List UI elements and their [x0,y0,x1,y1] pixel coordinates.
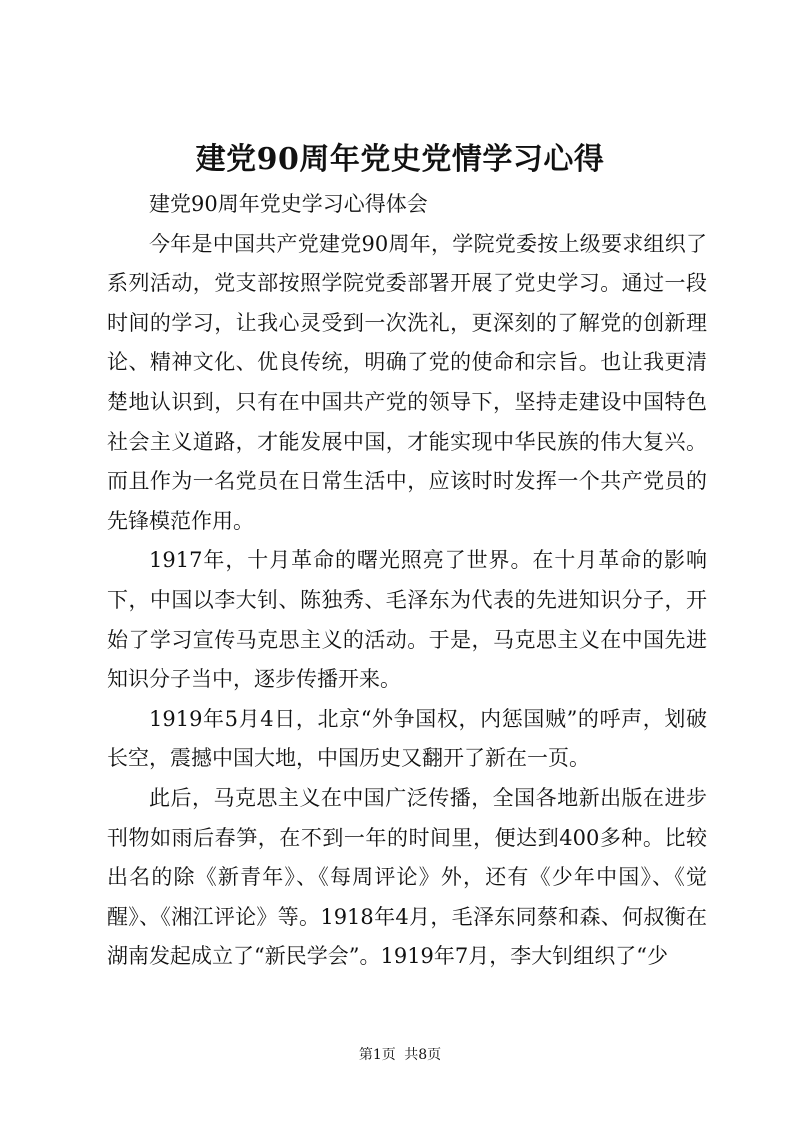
page-title: 建党90周年党史党情学习心得 [195,142,605,177]
page-total: 共8页 [404,1047,442,1063]
body-paragraph: 1919年5月4日，北京“外争国权，内惩国贼”的呼声，划破长空，震撼中国大地，中国历史又翻开了新在一页。 [107,706,707,771]
document-body [107,185,707,977]
page-number: 第1页 [358,1047,396,1063]
page-footer [0,1045,800,1065]
subtitle-paragraph: 建党90周年党史学习心得体会 [149,192,428,216]
body-paragraph: 1917年，十月革命的曙光照亮了世界。在十月革命的影响下，中国以李大钊、陈独秀、毛泽东为代表的先进知识分子，开始了学习宣传马克思主义的活动。于是，马克思主义在中国先进知识分子当中，逐步传播开来。 [107,548,707,692]
body-paragraph: 今年是中国共产党建党90周年，学院党委按上级要求组织了系列活动，党支部按照学院党委部署开展了党史学习。通过一段时间的学习，让我心灵受到一次洗礼，更深刻的了解党的创新理论、精神文化、优良传统，明确了党的使命和宗旨。也让我更清楚地认识到，只有在中国共产党的领导下，坚持走建设中国特色社会主义道路，才能发展中国，才能实现中华民族的伟大复兴。而且作为一名党员在日常生活中，应该时时发挥一个共产党员的先锋模范作用。 [107,231,707,533]
body-paragraph: 此后，马克思主义在中国广泛传播，全国各地新出版在进步刊物如雨后春笋，在不到一年的时间里，便达到400多种。比较出名的除《新青年》、《每周评论》外，还有《少年中国》、《觉醒》、《湘江评论》等。1918年4月，毛泽东同蔡和森、何叔衡在湖南发起成立了“新民学会”。1919年7月，李大钊组织了“少 [107,785,707,969]
